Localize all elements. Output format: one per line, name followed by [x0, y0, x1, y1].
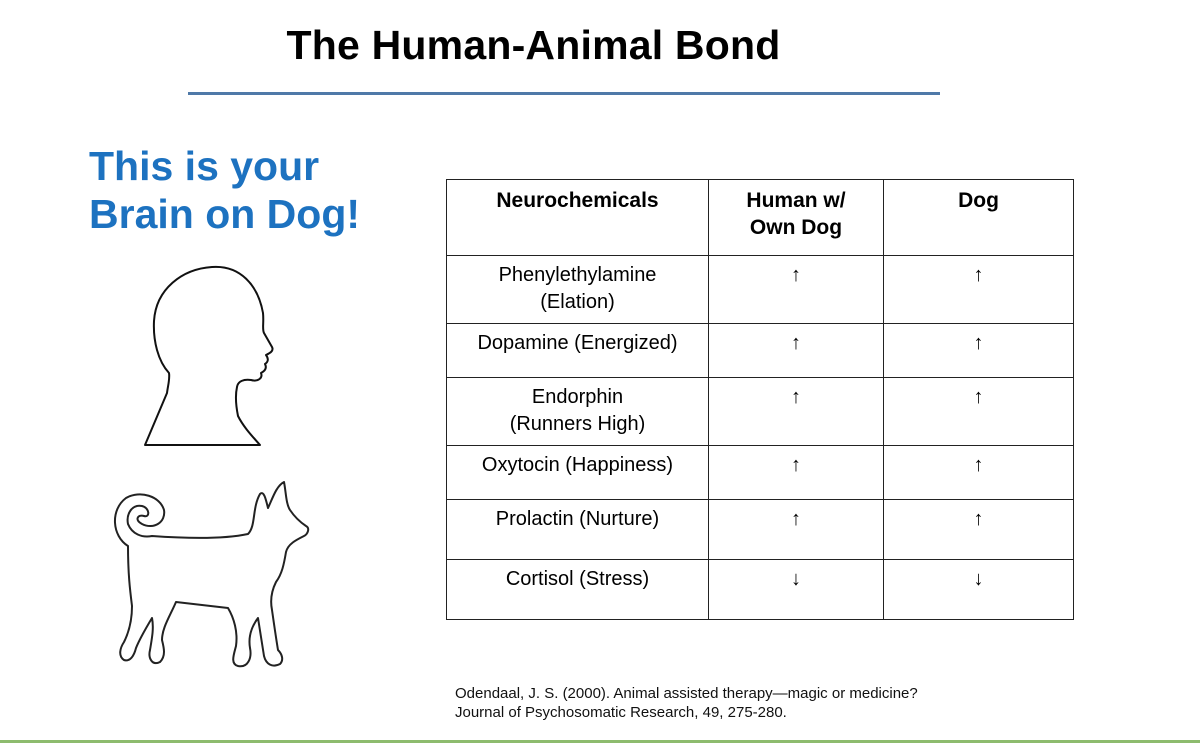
neurochemical-name: Endorphin: [531, 386, 624, 408]
table-row: [447, 324, 1074, 378]
neurochemical-cell: [447, 560, 709, 620]
headline: [89, 142, 360, 238]
human-arrow-up-icon: ↑: [709, 256, 884, 324]
table-row: [447, 378, 1074, 446]
table-header-row: [447, 180, 1074, 256]
dog-arrow-up-icon: ↑: [884, 378, 1074, 446]
neurochemical-effect: (Elation): [540, 291, 615, 313]
human-arrow-down-icon: ↓: [709, 560, 884, 620]
dog-arrow-up-icon: ↑: [884, 500, 1074, 560]
headline-line-1: This is your: [89, 143, 320, 189]
human-arrow-up-icon: ↑: [709, 500, 884, 560]
header-neurochemicals: Neurochemicals: [447, 180, 709, 256]
slide-title: The Human-Animal Bond: [286, 22, 781, 68]
human-arrow-up-icon: ↑: [709, 324, 884, 378]
dog-silhouette-icon: [100, 478, 312, 673]
human-head-silhouette-icon: [140, 265, 280, 450]
human-arrow-up-icon: ↑: [709, 446, 884, 500]
neurochemical-name: Phenylethylamine: [498, 264, 657, 286]
neurochemical-name: Cortisol (Stress): [505, 568, 650, 590]
neurochemical-name: Dopamine (Energized): [477, 332, 678, 354]
table-row: [447, 446, 1074, 500]
citation: [455, 684, 918, 722]
header-human-line-1: Human w/: [746, 189, 846, 212]
dog-arrow-up-icon: ↑: [884, 256, 1074, 324]
dog-arrow-up-icon: ↑: [884, 324, 1074, 378]
neurochemical-effect: (Runners High): [509, 413, 646, 435]
table-row: [447, 560, 1074, 620]
neurochemical-cell: [447, 256, 709, 324]
citation-line-2: Journal of Psychosomatic Research, 49, 275-280.: [455, 704, 787, 721]
neurochemical-cell: [447, 500, 709, 560]
neurochemical-cell: [447, 446, 709, 500]
header-human-line-2: Own Dog: [749, 216, 843, 239]
headline-line-2: Brain on Dog!: [89, 191, 361, 237]
citation-line-1: Odendaal, J. S. (2000). Animal assisted therapy—magic or medicine?: [455, 685, 918, 702]
header-human-own-dog: [709, 180, 884, 256]
table-row: [447, 256, 1074, 324]
dog-arrow-down-icon: ↓: [884, 560, 1074, 620]
table-row: [447, 500, 1074, 560]
neurochemical-cell: [447, 324, 709, 378]
human-arrow-up-icon: ↑: [709, 378, 884, 446]
neurochemicals-table: [446, 179, 1074, 620]
header-dog: Dog: [884, 180, 1074, 256]
neurochemical-cell: [447, 378, 709, 446]
neurochemical-name: Oxytocin (Happiness): [481, 454, 674, 476]
neurochemical-name: Prolactin (Nurture): [495, 508, 660, 530]
title-divider: [188, 92, 940, 95]
dog-arrow-up-icon: ↑: [884, 446, 1074, 500]
